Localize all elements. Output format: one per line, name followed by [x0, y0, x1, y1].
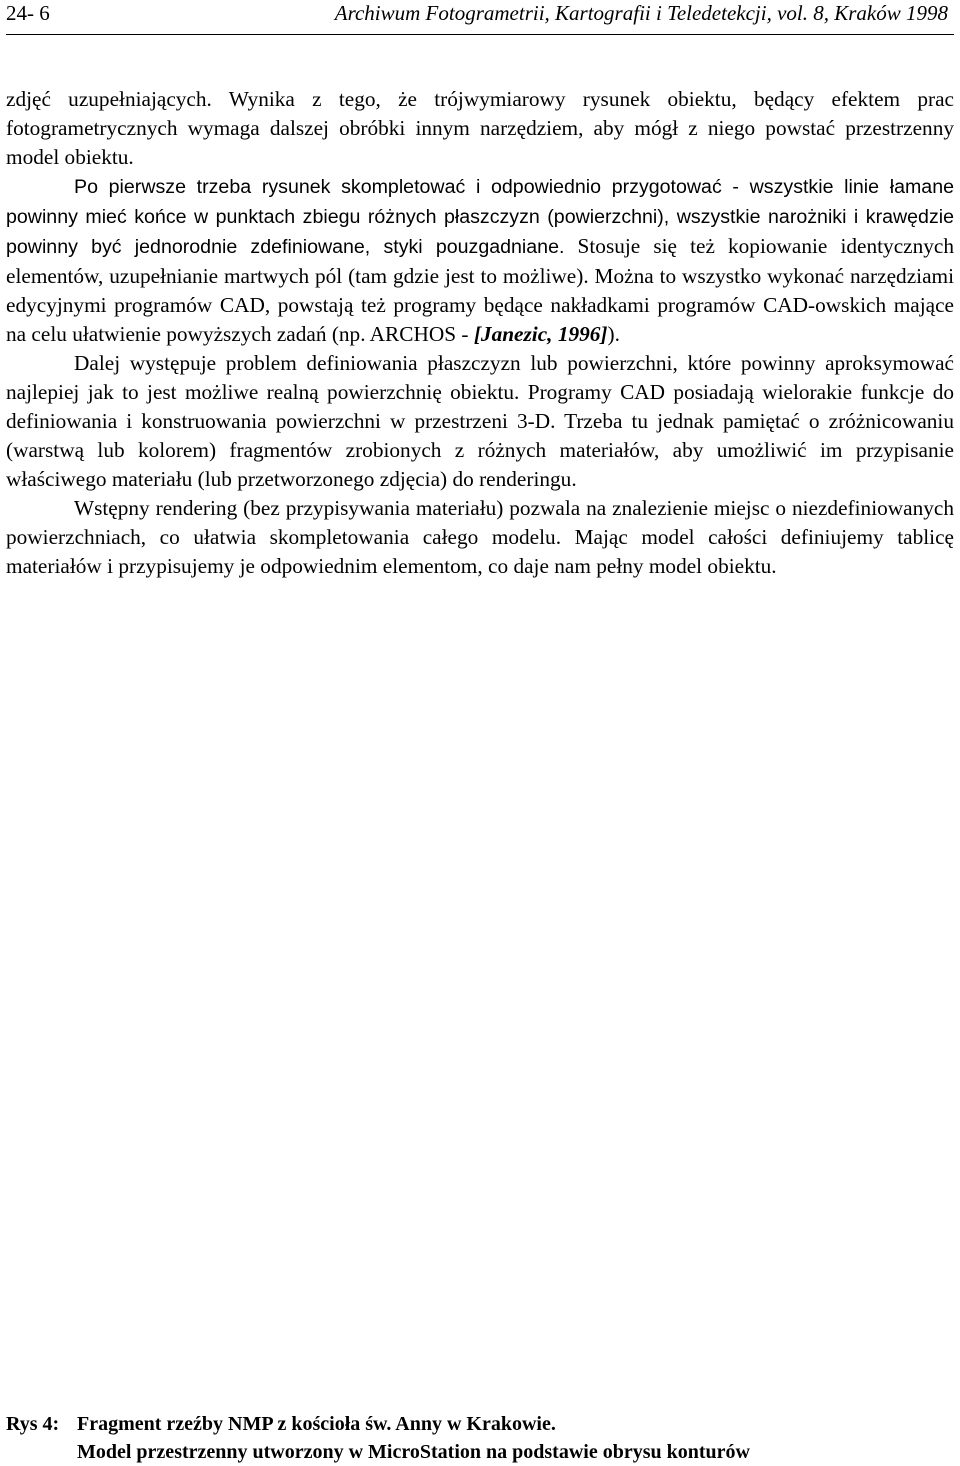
- caption-label: Rys 4:: [6, 1413, 60, 1435]
- paragraph-2-text: Stosuje się też kopiowanie identycznych elementów, uzupełnianie martwych pól (tam gdzie jest to możliwe). Można to wszystko wykonać narzędziami edycyjnymi programów CAD, powstają też programy będące nakładkami programów CAD-owskich mające na celu ułatwienie powyższych zadań (np. ARCHOS -: [6, 234, 954, 346]
- paragraph-2-end: ).: [607, 322, 620, 346]
- paragraph-2: [6, 172, 954, 349]
- paragraph-2-sans-text: Po pierwsze trzeba rysunek skompletować i odpowiednio przygotować - wszystkie linie łamane powinny mieć końce w punktach zbiegu różnych płaszczyzn (powierzchni), wszystkie narożniki i krawędzie powinny być jednorodnie zdefiniowane, styki pouzgadniane.: [6, 176, 954, 258]
- journal-title: Archiwum Fotogrametrii, Kartografii i Teledetekcji, vol. 8, Kraków 1998: [334, 1, 948, 25]
- figure-caption: [6, 1410, 954, 1466]
- paragraph-4: Wstępny rendering (bez przypisywania materiału) pozwala na znalezienie miejsc o niezdefiniowanych powierzchniach, co ułatwia skompletowania całego modelu. Mając model całości definiujemy tablicę materiałów i przypisujemy je odpowiednim elementom, co daje nam pełny model obiektu.: [6, 496, 954, 578]
- caption-line-2: Model przestrzenny utworzony w MicroStation na podstawie obrysu konturów: [77, 1441, 750, 1463]
- paragraph-3: Dalej występuje problem definiowania płaszczyzn lub powierzchni, które powinny aproksymować najlepiej jak to jest możliwe realną powierzchnię obiektu. Programy CAD posiadają wielorakie funkcje do definiowania i konstruowania powierzchni w przestrzeni 3-D. Trzeba tu jednak pamiętać o zróżnicowaniu (warstwą lub kolorem) fragmentów zrobionych z różnych materiałów, aby umożliwić im przypisanie właściwego materiału (lub przetworzonego zdjęcia) do renderingu.: [6, 351, 954, 491]
- running-header: [6, 0, 954, 35]
- page-number: 24- 6: [6, 1, 50, 25]
- caption-line-1: Fragment rzeźby NMP z kościoła św. Anny w Krakowie.: [77, 1413, 556, 1435]
- citation: [Janezic, 1996]: [473, 322, 608, 346]
- caption-row-1: [6, 1410, 954, 1438]
- body-text: [6, 85, 954, 581]
- paragraph-1: zdjęć uzupełniających. Wynika z tego, że trójwymiarowy rysunek obiektu, będący efektem prac fotogrametrycznych wymaga dalszej obróbki innym narzędziem, aby mógł z niego powstać przestrzenny model obiektu.: [6, 87, 954, 169]
